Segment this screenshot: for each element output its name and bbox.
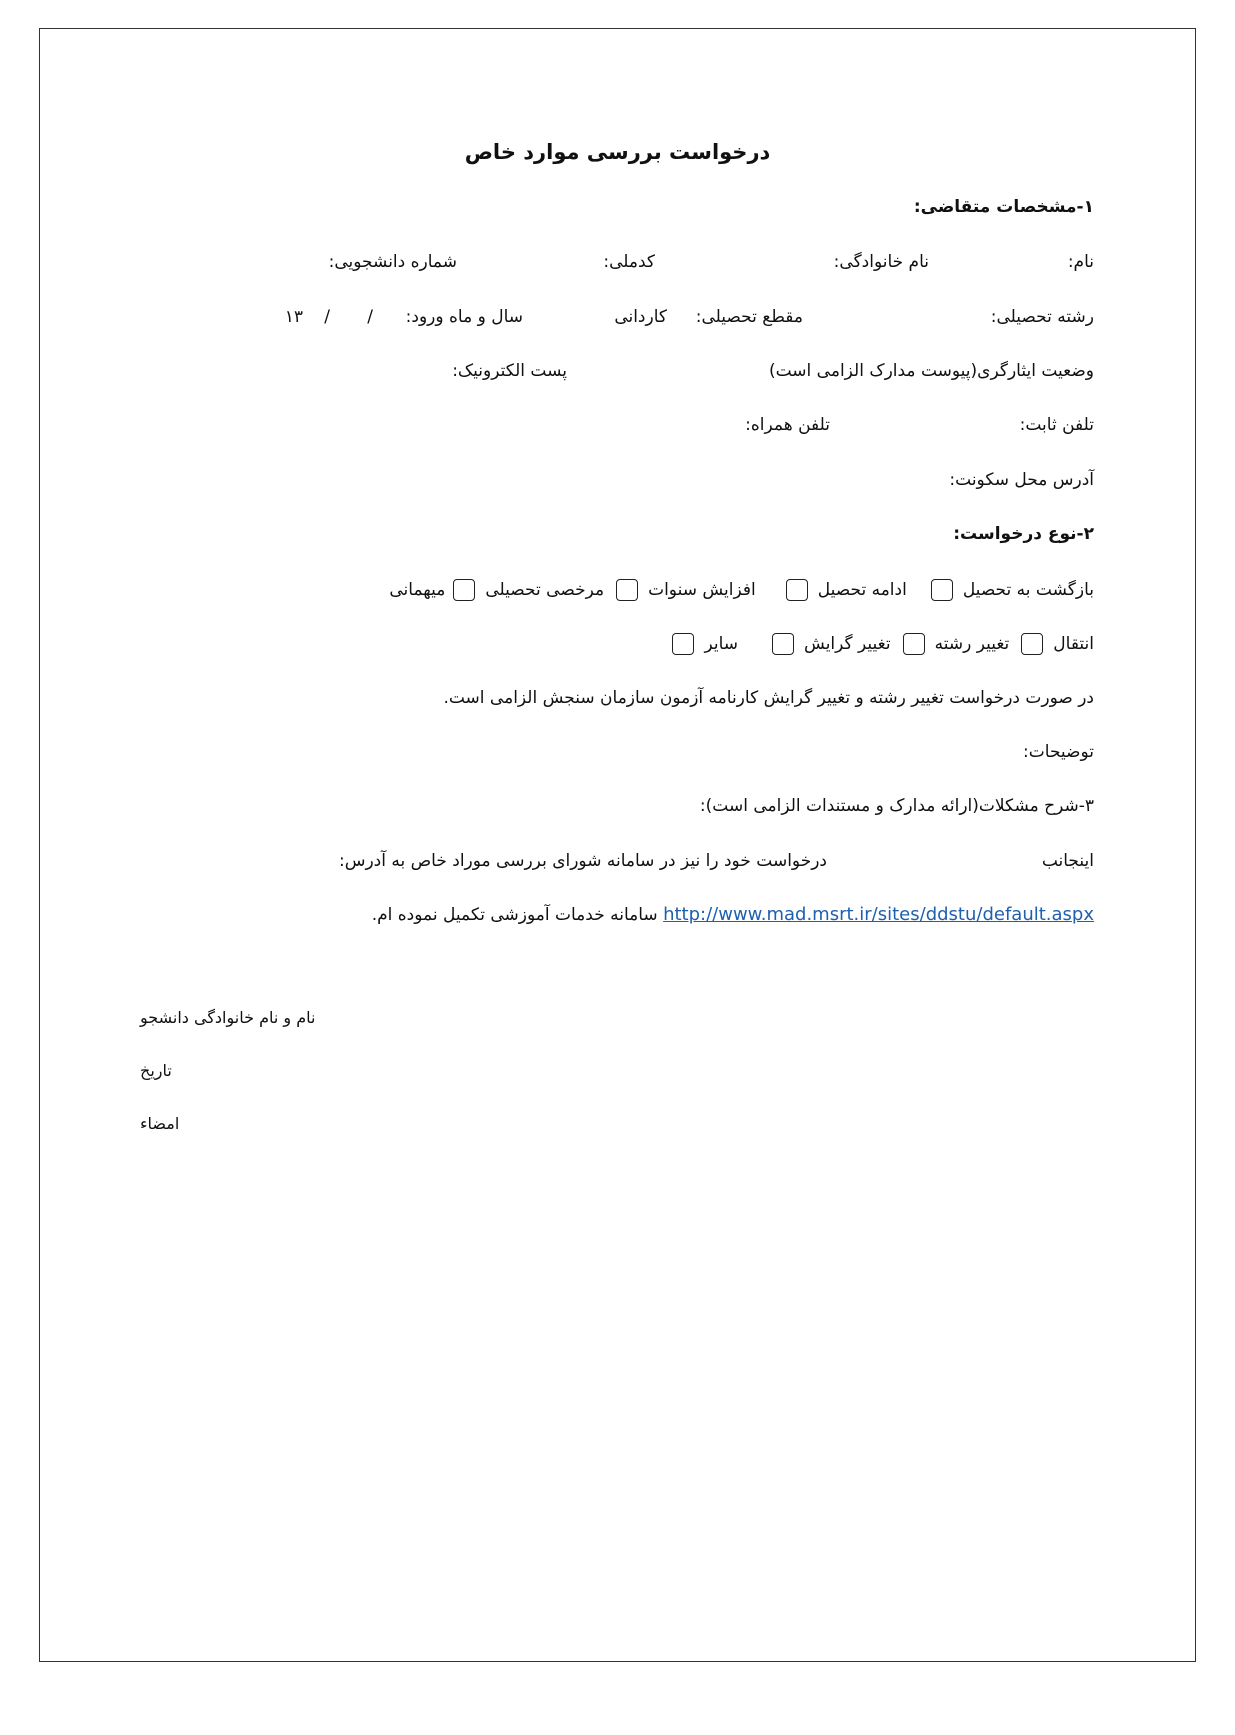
veteran-status-label: وضعیت ایثارگری(پیوست مدارک الزامی است): [768, 361, 1094, 381]
entry-label: سال و ماه ورود:: [405, 307, 523, 327]
email-label: پست الکترونیک:: [452, 361, 567, 381]
request-options-row-2: [660, 629, 1094, 659]
change-major-note: در صورت درخواست تغییر رشته و تغییر گرایش کارنامه آزمون سازمان سنجش الزامی است.: [443, 688, 1094, 708]
signature-date: تاریخ: [140, 1061, 172, 1080]
mobile-label: تلفن همراه:: [745, 415, 830, 435]
statement-start: اینجانب: [1041, 851, 1094, 871]
entry-slash-1: /: [367, 307, 373, 327]
degree-value: کاردانی: [614, 307, 667, 327]
major-label: رشته تحصیلی:: [990, 307, 1094, 327]
option-continue-study[interactable]: ادامه تحصیل: [756, 579, 907, 601]
form-title: درخواست بررسی موارد خاص: [464, 140, 771, 164]
option-academic-leave[interactable]: مرخصی تحصیلی: [445, 579, 604, 601]
checkbox-icon[interactable]: [616, 579, 638, 601]
checkbox-icon[interactable]: [903, 633, 925, 655]
system-link[interactable]: http://www.mad.msrt.ir/sites/ddstu/default.aspx: [663, 904, 1094, 925]
address-label: آدرس محل سکونت:: [949, 470, 1094, 490]
signature-sign: امضاء: [140, 1114, 180, 1133]
entry-year-prefix: ۱۳: [284, 307, 303, 327]
link-line: [120, 900, 1094, 930]
option-change-orientation[interactable]: تغییر گرایش: [738, 633, 891, 655]
section2-heading: ۲-نوع درخواست:: [953, 524, 1094, 544]
checkbox-icon[interactable]: [672, 633, 694, 655]
option-increase-years[interactable]: افزایش سنوات: [604, 579, 756, 601]
checkbox-icon[interactable]: [453, 579, 475, 601]
statement-end: سامانه خدمات آموزشی تکمیل نموده ام.: [371, 905, 658, 925]
request-options-row-1: [389, 575, 1094, 605]
signature-student-name: نام و نام خانوادگی دانشجو: [140, 1008, 316, 1027]
option-change-major[interactable]: تغییر رشته: [891, 633, 1010, 655]
national-code-label: کدملی:: [603, 252, 655, 272]
section1-heading: ۱-مشخصات متقاضی:: [913, 197, 1094, 217]
option-other[interactable]: سایر: [660, 633, 738, 655]
statement-mid: درخواست خود را نیز در سامانه شورای بررسی موراد خاص به آدرس:: [338, 851, 827, 871]
checkbox-icon[interactable]: [931, 579, 953, 601]
description-label: توضیحات:: [1023, 742, 1094, 762]
entry-slash-2: /: [324, 307, 330, 327]
section3-heading: ۳-شرح مشکلات(ارائه مدارک و مستندات الزامی است):: [699, 796, 1094, 816]
option-transfer[interactable]: انتقال: [1009, 633, 1094, 655]
checkbox-icon[interactable]: [1021, 633, 1043, 655]
degree-label: مقطع تحصیلی:: [695, 307, 803, 327]
first-name-label: نام:: [1067, 252, 1094, 272]
option-guest[interactable]: میهمانی: [389, 580, 446, 600]
checkbox-icon[interactable]: [786, 579, 808, 601]
student-number-label: شماره دانشجویی:: [328, 252, 457, 272]
option-return-to-study[interactable]: بازگشت به تحصیل: [907, 579, 1094, 601]
last-name-label: نام خانوادگی:: [833, 252, 929, 272]
landline-label: تلفن ثابت:: [1019, 415, 1094, 435]
checkbox-icon[interactable]: [772, 633, 794, 655]
